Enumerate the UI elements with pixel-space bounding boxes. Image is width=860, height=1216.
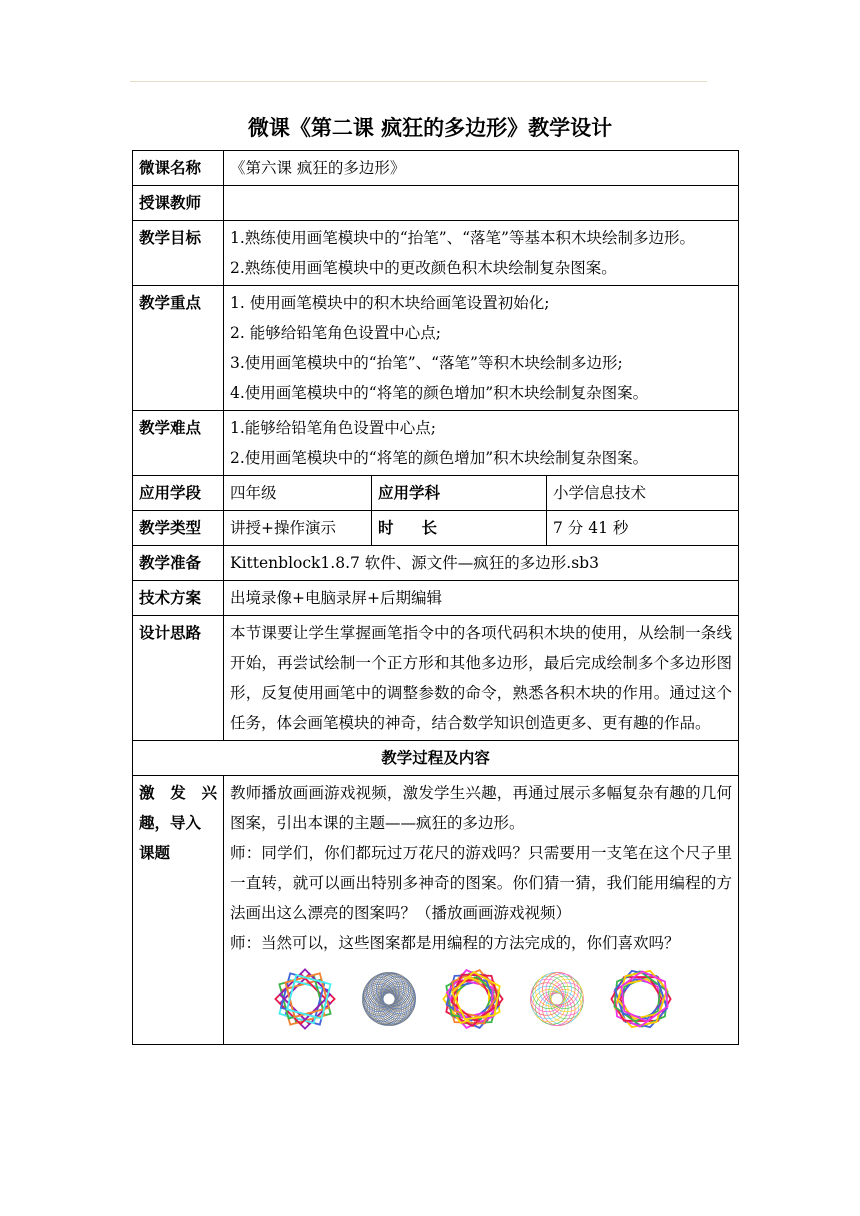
- header-rule: [130, 81, 707, 82]
- row-difficulties: [133, 411, 739, 476]
- value-key-points: [224, 286, 739, 411]
- row-type: [133, 511, 739, 546]
- label-prep: 教学准备: [133, 546, 224, 581]
- stage1-paragraph: 教师播放画画游戏视频，激发学生兴趣，再通过展示多幅复杂有趣的几何图案，引出本课的主题——疯狂的多边形。: [230, 784, 732, 832]
- row-design: [133, 616, 739, 741]
- label-duration-a: 时: [378, 519, 394, 537]
- key-point-item: 3.使用画笔模块中的“抬笔”、“落笔”等积木块绘制多边形;: [230, 354, 623, 372]
- value-prep: Kittenblock1.8.7 软件、源文件—疯狂的多边形.sb3: [224, 546, 739, 581]
- stage1-label-char: 发: [170, 784, 186, 802]
- stage1-label-line2: 趣，导入: [139, 814, 202, 832]
- value-tech: 出境录像+电脑录屏+后期编辑: [224, 581, 739, 616]
- lesson-design-table: [132, 150, 739, 1045]
- stage1-label-char: 兴: [201, 784, 217, 802]
- circle-mesh-pattern: [352, 962, 426, 1036]
- row-objectives: [133, 221, 739, 286]
- process-heading: 教学过程及内容: [133, 741, 739, 776]
- row-teacher: [133, 186, 739, 221]
- objective-item: 2.熟练使用画笔模块中的更改颜色积木块绘制复杂图案。: [230, 259, 617, 277]
- label-stage1: [133, 776, 224, 1045]
- hexagon-pattern: [604, 962, 678, 1036]
- value-subject: 小学信息技术: [547, 476, 739, 511]
- row-course-name: [133, 151, 739, 186]
- stage1-label-char: 激: [139, 784, 155, 802]
- value-duration: 7 分 41 秒: [547, 511, 739, 546]
- value-objectives: [224, 221, 739, 286]
- label-difficulties: 教学难点: [133, 411, 224, 476]
- label-duration-b: 长: [421, 519, 438, 537]
- stage1-label-line1: [139, 778, 217, 808]
- value-design: 本节课要让学生掌握画笔指令中的各项代码积木块的使用，从绘制一条线开始，再尝试绘制一个正方形和其他多边形，最后完成绘制多个多边形图形，反复使用画笔中的调整参数的命令，熟悉各积木块的作用。通过这个任务，体会画笔模块的神奇，结合数学知识创造更多、更有趣的作品。: [224, 616, 739, 741]
- value-teacher: [224, 186, 739, 221]
- stage1-paragraph: 师：同学们，你们都玩过万花尺的游戏吗？只需要用一支笔在这个尺子里一直转，就可以画出特别多神奇的图案。你们猜一猜，我们能用编程的方法画出这么漂亮的图案吗？（播放画画游戏视频）: [230, 844, 732, 922]
- value-type: 讲授+操作演示: [224, 511, 372, 546]
- label-objectives: 教学目标: [133, 221, 224, 286]
- row-tech: [133, 581, 739, 616]
- value-stage: 四年级: [224, 476, 372, 511]
- key-point-item: 4.使用画笔模块中的“将笔的颜色增加”积木块绘制复杂图案。: [230, 384, 649, 402]
- value-stage1: [224, 776, 739, 1045]
- label-type: 教学类型: [133, 511, 224, 546]
- row-process-heading: [133, 741, 739, 776]
- difficulty-item: 2.使用画笔模块中的“将笔的颜色增加”积木块绘制复杂图案。: [230, 449, 649, 467]
- label-teacher: 授课教师: [133, 186, 224, 221]
- document-title: 微课《第二课 疯狂的多边形》教学设计: [247, 116, 613, 140]
- pattern-gallery: [230, 958, 732, 1042]
- value-difficulties: [224, 411, 739, 476]
- label-design: 设计思路: [133, 616, 224, 741]
- row-stage: [133, 476, 739, 511]
- label-subject: 应用学科: [372, 476, 547, 511]
- objective-item: 1.熟练使用画笔模块中的“抬笔”、“落笔”等基本积木块绘制多边形。: [230, 229, 695, 247]
- pastel-rings-pattern: [520, 962, 594, 1036]
- stage1-label-line3: 课题: [139, 844, 171, 862]
- colorful-star-pattern: [436, 962, 510, 1036]
- label-tech: 技术方案: [133, 581, 224, 616]
- label-duration: [372, 511, 547, 546]
- rotating-squares-pattern: [268, 962, 342, 1036]
- difficulty-item: 1.能够给铅笔角色设置中心点;: [230, 419, 437, 437]
- row-prep: [133, 546, 739, 581]
- key-point-item: 1. 使用画笔模块中的积木块给画笔设置初始化;: [230, 294, 550, 312]
- key-point-item: 2. 能够给铅笔角色设置中心点;: [230, 324, 441, 342]
- row-stage1: [133, 776, 739, 1045]
- label-course-name: 微课名称: [133, 151, 224, 186]
- value-course-name: 《第六课 疯狂的多边形》: [224, 151, 739, 186]
- row-key-points: [133, 286, 739, 411]
- stage1-paragraph: 师：当然可以，这些图案都是用编程的方法完成的，你们喜欢吗？: [230, 934, 680, 952]
- label-key-points: 教学重点: [133, 286, 224, 411]
- label-stage: 应用学段: [133, 476, 224, 511]
